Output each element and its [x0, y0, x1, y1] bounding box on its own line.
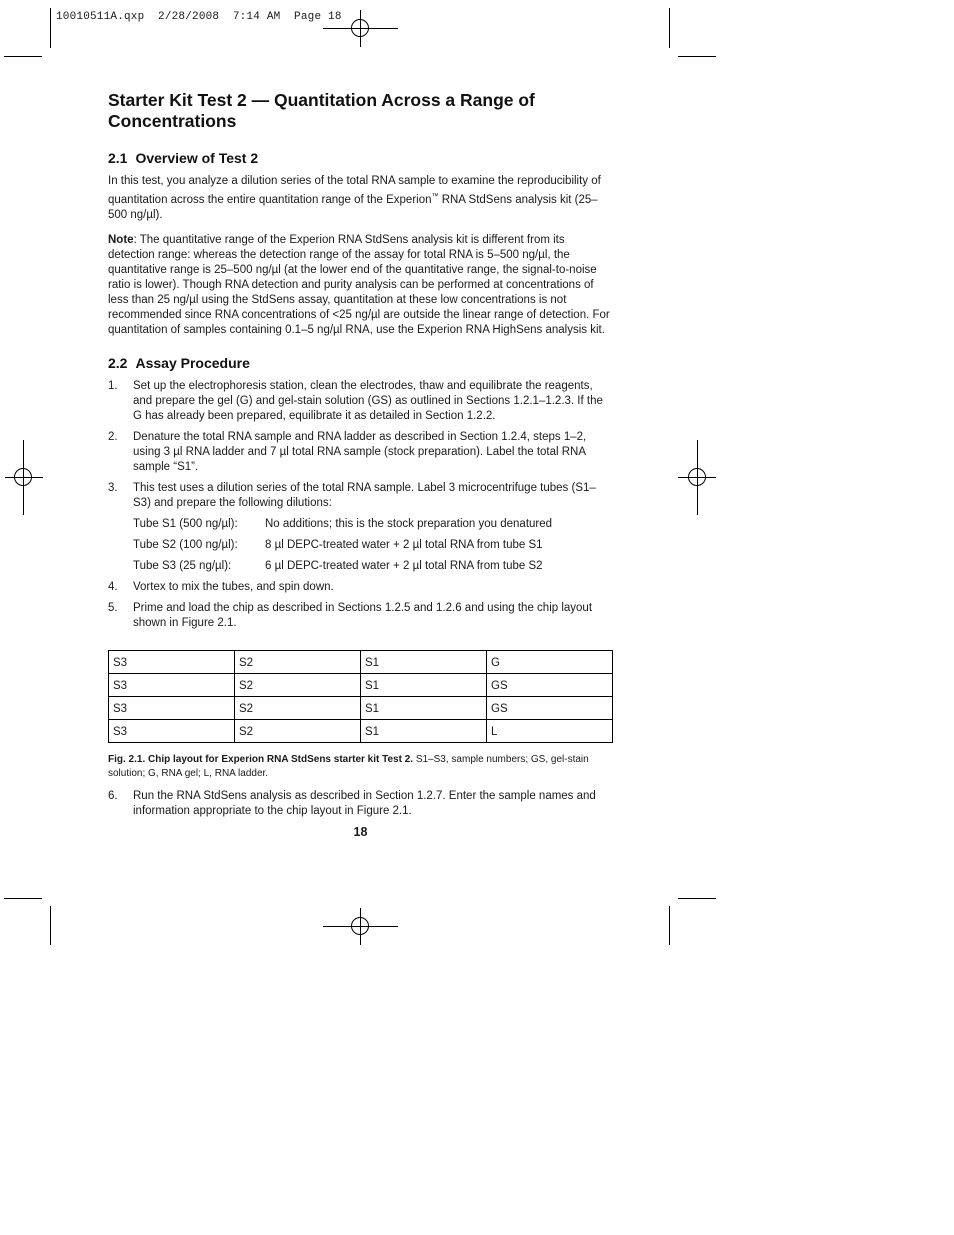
step-number: 1.	[108, 379, 118, 392]
section-title: Overview of Test 2	[135, 150, 259, 166]
crop-mark	[669, 906, 670, 945]
procedure-steps-cont	[108, 789, 613, 819]
table-cell: S1	[361, 673, 487, 696]
table-cell: S2	[235, 673, 361, 696]
step-number: 4.	[108, 580, 118, 593]
table-row	[109, 673, 613, 696]
tube-description: 8 µl DEPC-treated water + 2 µl total RNA from tube S1	[265, 538, 543, 551]
tube-label: Tube S3 (25 ng/µl):	[133, 559, 232, 572]
table-cell: S2	[235, 650, 361, 673]
note-label: Note	[108, 233, 134, 246]
table-cell: S3	[109, 719, 235, 742]
registration-circle	[688, 468, 706, 486]
step-item	[108, 379, 613, 424]
step-number: 3.	[108, 481, 118, 494]
table-cell: L	[487, 719, 613, 742]
crop-mark	[4, 56, 42, 57]
page-title: Starter Kit Test 2 — Quantitation Across a Range of Concentrations	[108, 90, 535, 131]
table-cell: GS	[487, 696, 613, 719]
table-cell: S3	[109, 650, 235, 673]
dilution-row	[133, 517, 613, 532]
table-cell: S3	[109, 696, 235, 719]
table-row	[109, 719, 613, 742]
section-title: Assay Procedure	[135, 354, 250, 371]
page-content	[108, 90, 613, 839]
file-slug: 10010511A.qxp 2/28/2008 7:14 AM Page 18	[56, 11, 342, 23]
registration-circle	[351, 917, 369, 935]
crop-mark	[678, 56, 716, 57]
chip-layout-table	[108, 650, 613, 743]
intro-text: In this test, you analyze a dilution series of the total RNA sample to examine the reproducibility of quantitation across the entire quantitation range of the Experion	[108, 175, 601, 206]
step-number: 5.	[108, 601, 118, 614]
crop-mark	[4, 898, 42, 899]
tube-description: No additions; this is the stock preparation you denatured	[265, 517, 553, 530]
tube-label: Tube S1 (500 ng/µl):	[133, 517, 238, 530]
procedure-steps	[108, 379, 613, 631]
crop-mark	[678, 898, 716, 899]
page-number: 18	[353, 824, 368, 839]
dilution-list	[133, 517, 613, 574]
table-cell: S2	[235, 696, 361, 719]
table-row	[109, 696, 613, 719]
figure-caption	[108, 753, 613, 781]
registration-circle	[351, 19, 369, 37]
section-number: 2.1	[108, 150, 128, 166]
step-text: Prime and load the chip as described in Sections 1.2.5 and 1.2.6 and using the chip layout shown in Figure 2.1.	[133, 601, 593, 629]
step-item	[108, 789, 613, 819]
table-cell: GS	[487, 673, 613, 696]
trademark-symbol: ™	[431, 193, 439, 200]
step-text: Denature the total RNA sample and RNA ladder as described in Section 1.2.4, steps 1–2, using 3 µl RNA ladder and 7 µl total RNA sample (stock preparation). Label the total RNA sample “S1”.	[133, 430, 587, 473]
section-heading-procedure	[108, 355, 613, 371]
note-text: : The quantitative range of the Experion RNA StdSens analysis kit is different from its detection range: whereas the detection range of the assay for total RNA is 5–500 ng/µl, the quantitative range is 25–500 ng/µl (at the lower end of the quantitative range, the signal-to-noise ratio is lower). Though RNA detection and purity analysis can be performed at concentrations of less than 25 ng/µl using the StdSens assay, quantitation at these low concentrations is not recommended since RNA concentrations of <25 ng/µl are outside the linear range of detection. For quantitation of samples containing 0.1–5 ng/µl RNA, use the Experion RNA HighSens analysis kit.	[108, 233, 610, 336]
step-item	[108, 481, 613, 574]
note-paragraph	[108, 233, 613, 338]
step-item	[108, 580, 613, 595]
intro-paragraph	[108, 174, 613, 223]
step-text: This test uses a dilution series of the total RNA sample. Label 3 microcentrifuge tubes (S1–S3) and prepare the following dilutions:	[133, 481, 596, 509]
step-text: Set up the electrophoresis station, clean the electrodes, thaw and equilibrate the reagents, and prepare the gel (G) and gel-stain solution (GS) as outlined in Sections 1.2.1–1.2.3. If the G has already been prepared, equilibrate it as detailed in Section 1.2.2.	[133, 379, 603, 422]
table-cell: S1	[361, 696, 487, 719]
intro-text-cont: RNA StdSens analysis kit (25–500 ng/µl).	[108, 193, 598, 221]
step-text: Run the RNA StdSens analysis as described in Section 1.2.7. Enter the sample names and information appropriate to the chip layout in Figure 2.1.	[133, 789, 596, 817]
step-text: Vortex to mix the tubes, and spin down.	[133, 580, 334, 593]
crop-mark	[50, 8, 51, 48]
tube-description: 6 µl DEPC-treated water + 2 µl total RNA from tube S2	[265, 559, 543, 572]
section-heading-overview	[108, 150, 613, 166]
crop-mark	[669, 8, 670, 48]
table-row	[109, 650, 613, 673]
step-item	[108, 601, 613, 631]
table-cell: S1	[361, 650, 487, 673]
caption-title: Fig. 2.1. Chip layout for Experion RNA StdSens starter kit Test 2.	[108, 753, 414, 765]
table-cell: S2	[235, 719, 361, 742]
registration-circle	[14, 468, 32, 486]
dilution-row	[133, 538, 613, 553]
crop-mark	[50, 906, 51, 945]
table-cell: G	[487, 650, 613, 673]
section-number: 2.2	[108, 354, 128, 371]
step-item	[108, 430, 613, 475]
caption-text: S1–S3, sample numbers; GS, gel-stain solution; G, RNA gel; L, RNA ladder.	[108, 753, 589, 779]
step-number: 2.	[108, 430, 118, 443]
table-cell: S1	[361, 719, 487, 742]
step-number: 6.	[108, 789, 118, 802]
table-cell: S3	[109, 673, 235, 696]
dilution-row	[133, 559, 613, 574]
tube-label: Tube S2 (100 ng/µl):	[133, 538, 238, 551]
